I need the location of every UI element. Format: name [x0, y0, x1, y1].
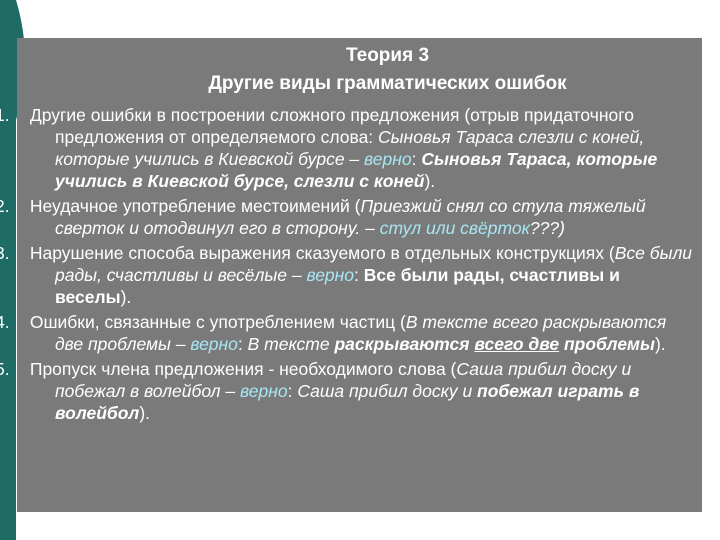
list-item [21, 242, 694, 308]
correct-label: верно [364, 149, 412, 169]
dash: – [170, 334, 191, 354]
item-intro: Ошибки, связанные с употреблением частиц ( [25, 312, 406, 332]
item-intro: Другие ошибки в построении сложного предложения (отрыв придаточного предложения от определяемого слова: [25, 105, 634, 147]
colon: : [354, 265, 364, 285]
dash: – [220, 381, 241, 401]
wrong-example: Приезжий снял со стула тяжелый сверток и отодвинул его в сторону. [55, 196, 646, 238]
list-item [21, 358, 694, 424]
list-item [21, 104, 694, 192]
correct-label: верно [190, 334, 238, 354]
dash: – [360, 218, 380, 238]
correct-example-plain: Саша прибил доску и [297, 381, 478, 401]
title-line-2: Другие виды грамматических ошибок [208, 73, 567, 94]
wrong-example: В тексте всего раскрываются две проблемы [55, 312, 667, 354]
correct-label: верно [240, 381, 288, 401]
wrong-example: Саша прибил доску и побежал в волейбол [55, 359, 632, 401]
correct-example: Сыновья Тараса, которые учились в Киевской бурсе, слезли с коней [55, 149, 658, 191]
correct-example-tail: проблемы [559, 334, 655, 354]
item-intro: Нарушение способа выражения сказуемого в отдельных конструкциях ( [25, 243, 615, 263]
item-close: ). [424, 171, 436, 191]
correct-example-bold: побежал играть в волейбол [55, 381, 640, 423]
correct-example-bold: раскрываются [334, 334, 470, 354]
item-close: ). [120, 287, 132, 307]
item-intro: Пропуск члена предложения - необходимого слова ( [25, 359, 457, 379]
dash: – [344, 149, 365, 169]
correct-example-plain: В тексте [247, 334, 335, 354]
correct-example-underlined: всего две [474, 334, 560, 354]
item-close: ). [139, 403, 151, 423]
colon: : [237, 334, 248, 354]
item-tail: ???) [529, 218, 565, 238]
colon: : [411, 149, 422, 169]
wrong-example: Все были рады, счастливы и весёлые [55, 243, 693, 285]
dash: – [286, 265, 307, 285]
colon: : [287, 381, 298, 401]
content-panel [17, 38, 702, 512]
rule-list [21, 104, 694, 424]
correct-example: Все были рады, счастливы и веселы [55, 265, 620, 307]
slide-title [21, 42, 694, 98]
list-item [21, 311, 694, 355]
correct-label: стул или свёрток [379, 218, 530, 238]
item-intro: Неудачное употребление местоимений ( [25, 196, 361, 216]
wrong-example: Сыновья Тараса слезли с коней, которые учились в Киевской бурсе [55, 127, 645, 169]
correct-label: верно [306, 265, 355, 285]
item-close: ). [654, 334, 666, 354]
list-item [21, 195, 694, 239]
title-line-1: Теория 3 [345, 45, 430, 66]
